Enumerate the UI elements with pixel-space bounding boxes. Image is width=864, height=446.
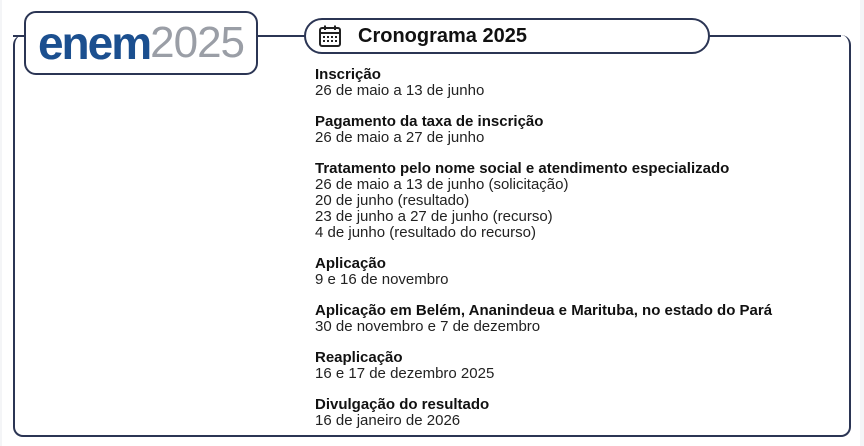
item-date: 26 de maio a 27 de junho: [315, 129, 485, 146]
frame-line: [256, 35, 306, 37]
item-title: Aplicação em Belém, Ananindeua e Marituba, no estado do Pará: [315, 302, 773, 319]
item-date: 16 e 17 de dezembro 2025: [315, 365, 495, 382]
logo-year: 2025: [150, 18, 245, 67]
frame-line: [708, 35, 841, 37]
item-title: Tratamento pelo nome social e atendimento especializado: [315, 160, 730, 177]
logo-brand: enem: [37, 17, 151, 69]
item-date: 30 de novembro e 7 de dezembro: [315, 318, 541, 335]
item-date: 9 e 16 de novembro: [315, 271, 449, 288]
schedule-item-reaplicacao: [315, 350, 772, 382]
item-title: Divulgação do resultado: [315, 396, 490, 413]
page-title: Cronograma 2025: [358, 24, 527, 47]
item-date: 26 de maio a 13 de junho: [315, 82, 485, 99]
schedule-item-aplicacao: [315, 256, 772, 288]
item-date: 20 de junho (resultado): [315, 192, 470, 209]
schedule-item-pagamento: [315, 114, 772, 146]
schedule-item-tratamento: [315, 161, 772, 241]
item-date: 16 de janeiro de 2026: [315, 412, 461, 429]
item-date: 4 de junho (resultado do recurso): [315, 224, 536, 241]
enem-logo: [24, 11, 258, 75]
schedule-item-aplicacao-para: [315, 303, 772, 335]
item-title: Inscrição: [315, 66, 381, 83]
item-date: 23 de junho a 27 de junho (recurso): [315, 208, 553, 225]
item-title: Reaplicação: [315, 349, 403, 366]
item-date: 26 de maio a 13 de junho (solicitação): [315, 176, 569, 193]
schedule-card: [2, 0, 860, 446]
schedule-list: [315, 67, 772, 444]
item-title: Aplicação: [315, 255, 386, 272]
item-title: Pagamento da taxa de inscrição: [315, 113, 544, 130]
schedule-item-divulgacao: [315, 397, 772, 429]
calendar-icon: [318, 24, 342, 48]
page-title-pill: [304, 18, 710, 54]
schedule-item-inscricao: [315, 67, 772, 99]
